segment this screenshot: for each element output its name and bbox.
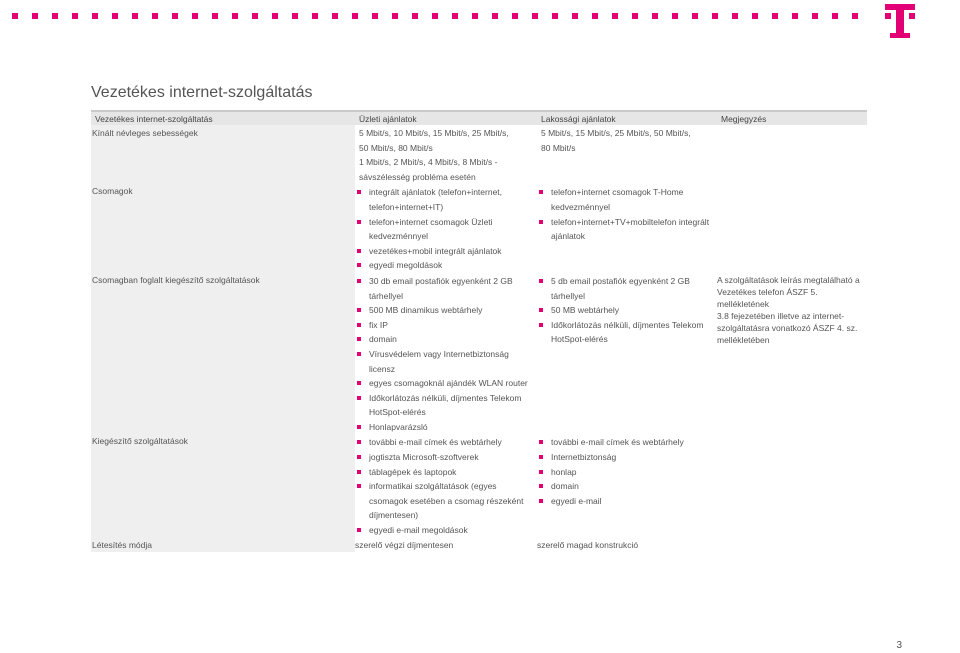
speed-business-line: sávszélesség probléma esetén [359,171,476,182]
row-label-included: Csomagban foglalt kiegészítő szolgáltatások [91,273,355,435]
row-label-setup: Létesítés módja [91,538,355,553]
packages-residential [537,184,717,273]
list-item: informatikai szolgáltatások (egyes csomagok esetében a csomag részeként díjmentesen) [355,479,533,523]
packages-business [355,184,537,273]
setup-note [717,538,867,553]
brand-dot [372,13,378,19]
addons-note [717,434,867,537]
list-item: Időkorlátozás nélküli, díjmentes Telekom HotSpot-elérés [355,391,533,420]
list-item: további e-mail címek és webtárhely [355,435,533,450]
brand-dot [592,13,598,19]
brand-dot [652,13,658,19]
speed-note [717,125,867,184]
table-row-packages [91,184,867,273]
brand-dot [672,13,678,19]
list-item: táblagépek és laptopok [355,465,533,480]
brand-dot [752,13,758,19]
table-row-included [91,273,867,435]
brand-dot [812,13,818,19]
list-item: jogtiszta Microsoft-szoftverek [355,450,533,465]
list-item: telefon+internet csomagok T-Home kedvezménnyel [537,185,713,214]
addons-residential [537,434,717,537]
note-line: mellékletében [717,334,770,345]
brand-dot [192,13,198,19]
header-residential: Lakossági ajánlatok [537,111,717,125]
brand-dot [572,13,578,19]
list-item: Vírusvédelem vagy Internetbiztonság licensz [355,347,533,376]
table-header-row [91,111,867,125]
brand-dot [512,13,518,19]
row-label-speed: Kínált névleges sebességek [91,125,355,184]
header-service: Vezetékes internet-szolgáltatás [91,111,355,125]
brand-dot [792,13,798,19]
list-item: egyedi e-mail megoldások [355,523,533,538]
header-business: Üzleti ajánlatok [355,111,537,125]
brand-dot [412,13,418,19]
brand-dot [832,13,838,19]
brand-dot [852,13,858,19]
list-item: domain [355,332,533,347]
brand-dot [332,13,338,19]
telekom-t-logo-icon [884,3,916,39]
list-item: egyedi megoldások [355,258,533,273]
note-line: szolgáltatásra vonatkozó ÁSZF 4. sz. [717,322,858,333]
speed-residential-line: 5 Mbit/s, 15 Mbit/s, 25 Mbit/s, 50 Mbit/s, [541,128,691,138]
list-item: 30 db email postafiók egyenként 2 GB tárhellyel [355,274,533,303]
list-item: egyes csomagoknál ajándék WLAN router [355,376,533,391]
brand-dot [292,13,298,19]
brand-dot [92,13,98,19]
brand-dot [632,13,638,19]
note-line: 3.8 fejezetében illetve az internet- [717,310,845,321]
brand-dot [432,13,438,19]
brand-dot [232,13,238,19]
brand-dot [272,13,278,19]
brand-dot [692,13,698,19]
addons-business [355,434,537,537]
list-item: telefon+internet csomagok Üzleti kedvezménnyel [355,215,533,244]
list-item: további e-mail címek és webtárhely [537,435,713,450]
list-item: Internetbiztonság [537,450,713,465]
list-item: 50 MB webtárhely [537,303,713,318]
brand-dot [532,13,538,19]
brand-dot [112,13,118,19]
row-label-addons: Kiegészítő szolgáltatások [91,434,355,537]
brand-dot [452,13,458,19]
brand-dot [212,13,218,19]
brand-dot [732,13,738,19]
brand-dot [252,13,258,19]
setup-residential: szerelő magad konstrukció [537,539,639,550]
brand-dot [172,13,178,19]
brand-dot [132,13,138,19]
brand-dot [12,13,18,19]
list-item: Időkorlátozás nélküli, díjmentes Telekom HotSpot-elérés [537,318,713,347]
brand-dot [72,13,78,19]
speed-business-line: 5 Mbit/s, 10 Mbit/s, 15 Mbit/s, 25 Mbit/s, [359,128,509,138]
speed-residential [537,125,717,184]
list-item: Honlapvarázsló [355,420,533,435]
table-row-speed [91,125,867,184]
brand-dot [492,13,498,19]
brand-dot [32,13,38,19]
list-item: 500 MB dinamikus webtárhely [355,303,533,318]
brand-dot [392,13,398,19]
setup-business: szerelő végzi díjmentesen [355,539,454,550]
list-item: egyedi e-mail [537,494,713,509]
list-item: integrált ajánlatok (telefon+internet, telefon+internet+IT) [355,185,533,214]
comparison-table [91,110,867,552]
header-note: Megjegyzés [717,111,867,125]
list-item: honlap [537,465,713,480]
note-line: Vezetékes telefon ÁSZF 5. mellékletének [717,286,818,309]
page-number: 3 [896,640,902,651]
brand-dot [352,13,358,19]
speed-business-line: 1 Mbit/s, 2 Mbit/s, 4 Mbit/s, 8 Mbit/s - [359,157,498,168]
included-residential [537,273,717,435]
brand-dot [612,13,618,19]
table-row-setup [91,538,867,553]
included-note [717,273,867,435]
list-item: fix IP [355,318,533,333]
speed-residential-line: 80 Mbit/s [541,142,576,153]
brand-dot [772,13,778,19]
list-item: domain [537,479,713,494]
brand-dot [52,13,58,19]
included-business [355,273,537,435]
packages-note [717,184,867,273]
brand-dot [472,13,478,19]
list-item: 5 db email postafiók egyenként 2 GB tárhellyel [537,274,713,303]
note-line: A szolgáltatások leírás megtalálható a [717,274,860,285]
list-item: telefon+internet+TV+mobiltelefon integrált ajánlatok [537,215,713,244]
brand-dot [152,13,158,19]
table-row-addons [91,434,867,537]
speed-business-line: 50 Mbit/s, 80 Mbit/s [359,142,433,153]
brand-dot [552,13,558,19]
speed-business [355,125,537,184]
row-label-packages: Csomagok [91,184,355,273]
page-title: Vezetékes internet-szolgáltatás [91,84,313,101]
brand-dot [712,13,718,19]
list-item: vezetékes+mobil integrált ajánlatok [355,244,533,259]
brand-dot [312,13,318,19]
